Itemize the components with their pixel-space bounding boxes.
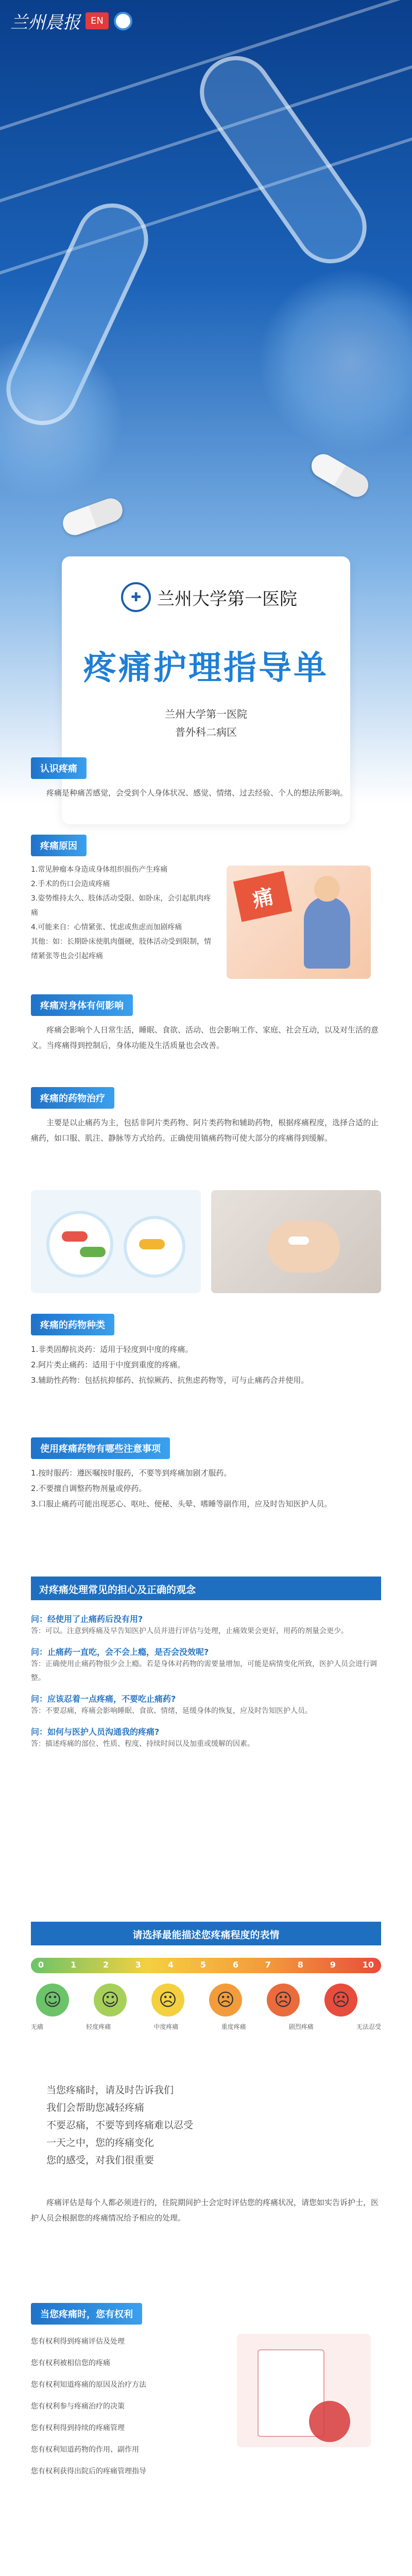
right-item: 您有权利知道疼痛的原因及治疗方法 <box>31 2381 146 2389</box>
scale-number: 3 <box>135 1960 142 1970</box>
list-item: 2.不要擅自调整药物剂量或停药。 <box>31 1484 147 1493</box>
face-moderate-icon: ☹ <box>151 1984 184 2016</box>
face-mild-icon: ☺ <box>94 1984 127 2016</box>
qa-question: 问：止痛药一直吃，会不会上瘾，是否会没效呢? <box>31 1647 209 1657</box>
brand-circle-icon <box>114 12 132 30</box>
section-pain-effect <box>31 994 381 1053</box>
scale-number: 7 <box>265 1960 271 1970</box>
poem-line: 当您疼痛时，请及时告诉我们 <box>46 2084 174 2096</box>
right-item: 您有权利获得出院后的疼痛管理指导 <box>31 2467 146 2476</box>
list-item: 3.口服止痛药可能出现恶心、呕吐、便秘、头晕、嗜睡等副作用，应及时告知医护人员。 <box>31 1499 332 1509</box>
poem-line: 您的感受，对我们很重要 <box>46 2155 154 2166</box>
poem-line: 我们会帮助您减轻疼痛 <box>46 2102 145 2113</box>
qa-answer: 答：可以。注意到疼痛及早告知医护人员并进行评估与处理，止痛效果会更好，用药的剂量会更少。 <box>31 1627 348 1635</box>
pill-graphic <box>60 495 126 538</box>
org-line-1: 兰州大学第一医院 <box>165 708 247 720</box>
section-text: 疼痛会影响个人日常生活，睡眠、食欲、活动、也会影响工作、家庭、社会互动，以及对生活的意义。当疼痛得到控制后，身体功能及生活质量也会改善。 <box>31 1025 379 1050</box>
hospital-emblem-icon: ✚ <box>121 582 151 612</box>
qa-answer: 答：不要忍痛，疼痛会影响睡眠、食欲、情绪，延缓身体的恢复，应及时告知医护人员。 <box>31 1707 312 1715</box>
section-know-pain <box>31 757 381 801</box>
scale-number: 10 <box>362 1960 374 1970</box>
section-tag: 疼痛的药物种类 <box>31 1314 114 1335</box>
qa-answer: 答：描述疼痛的部位、性质、程度、持续时间以及加重或缓解的因素。 <box>31 1740 254 1748</box>
poem-line: 不要忍痛，不要等到疼痛难以忍受 <box>46 2120 194 2131</box>
face-severe-icon: ☹ <box>209 1984 242 2016</box>
section-tag: 当您疼痛时，您有权利 <box>31 2303 142 2325</box>
pills-illustration <box>31 1190 201 1293</box>
qa-answer: 答：正确使用止痛药物很少会上瘾。若是身体对药物的需要量增加，可能是病情变化所致，医护人员会进行调整。 <box>31 1660 377 1682</box>
qa-question: 问：经使用了止痛药后没有用? <box>31 1614 143 1624</box>
face-smile-icon: ☺ <box>36 1984 69 2016</box>
list-item: 3.辅助性药物：包括抗抑郁药、抗惊厥药、抗焦虑药物等，可与止痛药合并使用。 <box>31 1376 309 1385</box>
poem-block <box>46 2081 366 2169</box>
brand-bar <box>10 8 132 33</box>
tips-block <box>31 2195 381 2226</box>
qa-block <box>31 1613 381 1751</box>
hospital-logo <box>121 582 297 612</box>
brand-logo: 兰州晨报 <box>10 12 80 33</box>
pain-face-row <box>36 1984 357 2016</box>
scale-title: 请选择最能描述您疼痛程度的表情 <box>31 1922 381 1945</box>
scale-number: 0 <box>38 1960 44 1970</box>
list-item: 1.常见肿瘤本身造成身体组织损伤产生疼痛 <box>31 866 168 874</box>
right-item: 您有权利被相信您的疼痛 <box>31 2359 110 2367</box>
face-label: 中度疼痛 <box>153 2023 179 2030</box>
face-label: 重度疼痛 <box>221 2023 246 2030</box>
rights-illustration <box>237 2334 371 2447</box>
section-drug-types <box>31 1314 381 1388</box>
scale-number: 9 <box>330 1960 336 1970</box>
face-label: 轻度疼痛 <box>86 2023 111 2030</box>
section-tag: 疼痛原因 <box>31 835 87 856</box>
face-intense-icon: ☹ <box>267 1984 300 2016</box>
pill-graphic <box>307 450 373 501</box>
right-item: 您有权利得到疼痛评估及处理 <box>31 2337 125 2346</box>
list-item: 4.可能来自：心情紧张、忧虑或焦虑而加剧疼痛 <box>31 923 182 931</box>
face-label: 无法忍受 <box>356 2023 381 2030</box>
glass-bubble-graphic <box>258 268 412 453</box>
section-text: 主要是以止痛药为主，包括非阿片类药物、阿片类药物和辅助药物，根据疼痛程度，选择合适的止痛药，如口服、肌注、静脉等方式给药。正确使用镇痛药物可使大部分的疼痛得到缓解。 <box>31 1118 379 1143</box>
list-item: 其他：如：长期卧床使肌肉僵硬，肢体活动受到限制，情绪紧张等也会引起疼痛 <box>31 938 211 960</box>
right-item: 您有权利知道药物的作用、副作用 <box>31 2446 139 2454</box>
brand-badge: EN <box>85 12 109 29</box>
face-unbearable-icon: ☹ <box>324 1984 357 2016</box>
section-tag: 疼痛对身体有何影响 <box>31 994 133 1016</box>
section-tag: 认识疼痛 <box>31 757 87 779</box>
section-text: 疼痛是种痛苦感觉，会受到个人身体状况、感觉、情绪、过去经验、个人的想法所影响。 <box>46 788 348 798</box>
face-label: 无痛 <box>31 2023 44 2030</box>
face-label: 剧烈疼痛 <box>288 2023 314 2030</box>
scale-number: 2 <box>102 1960 109 1970</box>
list-item: 3.姿势维持太久、肢体活动受限、如卧床，会引起肌肉疼痛 <box>31 894 211 917</box>
qa-bar: 对疼痛处理常见的担心及正确的观念 <box>31 1577 381 1600</box>
pain-illustration: 痛 <box>227 866 371 979</box>
list-item: 2.阿片类止痛药：适用于中度到重度的疼痛。 <box>31 1360 185 1369</box>
scale-number: 6 <box>232 1960 238 1970</box>
pain-scale-numbers <box>31 1958 381 1973</box>
section-drug-therapy <box>31 1087 381 1146</box>
qa-question: 问：如何与医护人员沟通我的疼痛? <box>31 1727 160 1737</box>
page-title: 疼痛护理指导单 <box>83 649 329 687</box>
hospital-name: 兰州大学第一医院 <box>157 588 297 609</box>
scale-number: 8 <box>297 1960 303 1970</box>
list-item: 2.手术的伤口会造成疼痛 <box>31 880 110 888</box>
scale-number: 5 <box>200 1960 206 1970</box>
pain-face-labels <box>31 2022 381 2031</box>
right-item: 您有权利得到持续的疼痛管理 <box>31 2424 125 2432</box>
list-item: 1.非类固醇抗炎药：适用于轻度到中度的疼痛。 <box>31 1345 193 1354</box>
poem-line: 一天之中，您的疼痛变化 <box>46 2137 154 2148</box>
hand-pill-illustration <box>211 1190 381 1293</box>
right-item: 您有权利参与疼痛治疗的决策 <box>31 2402 125 2411</box>
scale-number: 1 <box>70 1960 77 1970</box>
tips-text: 疼痛评估是每个人都必须进行的，住院期间护士会定时评估您的疼痛状况，请您如实告诉护士，医护人员会根据您的疼痛情况给予相应的处理。 <box>31 2198 379 2223</box>
section-tag: 使用疼痛药物有哪些注意事项 <box>31 1437 170 1459</box>
section-tag: 疼痛的药物治疗 <box>31 1087 114 1109</box>
org-line-2: 普外科二病区 <box>175 726 237 738</box>
section-drug-notice <box>31 1437 381 1512</box>
list-item: 1.按时服药：遵医嘱按时服药，不要等到疼痛加剧才服药。 <box>31 1468 232 1478</box>
scale-number: 4 <box>167 1960 174 1970</box>
glass-bubble-graphic <box>0 335 124 500</box>
qa-question: 问：应该忍着一点疼痛，不要吃止痛药? <box>31 1694 176 1704</box>
